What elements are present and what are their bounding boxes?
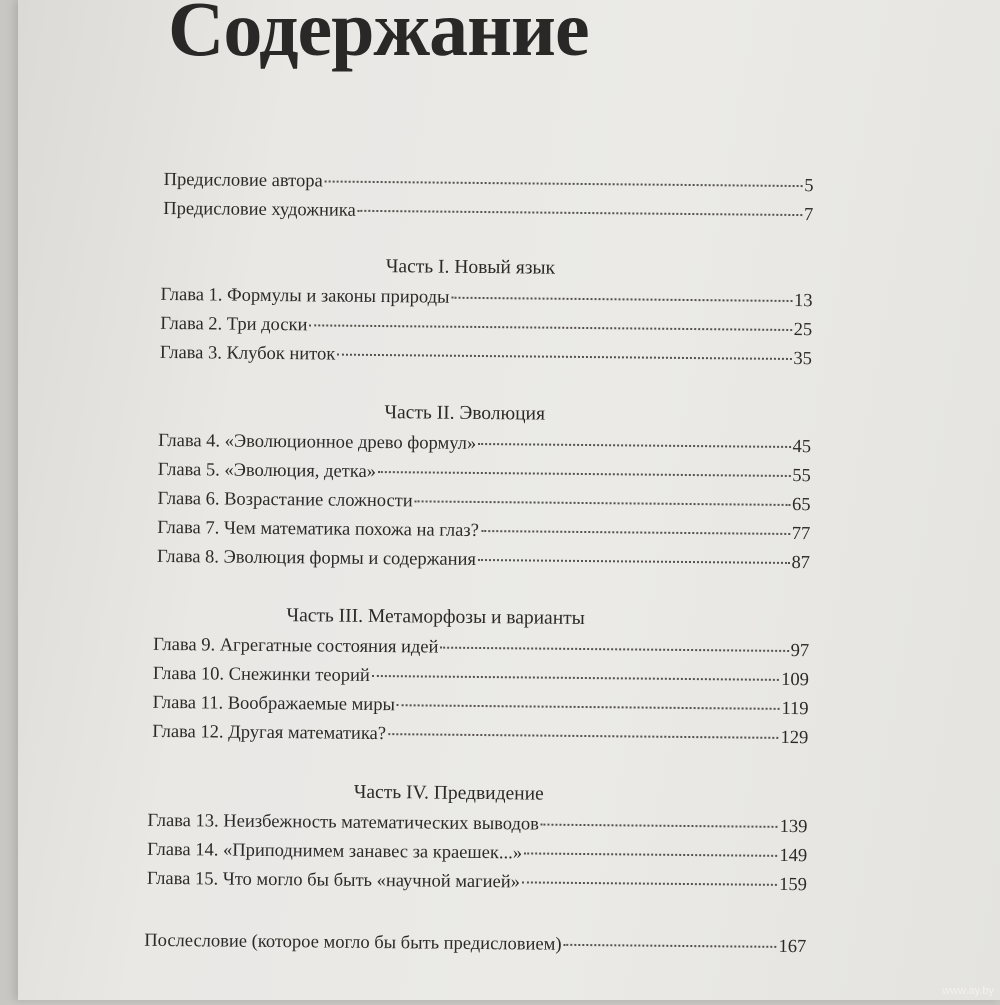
entry-title: Глава 15. Что могло бы быть «научной магией» [147,869,520,894]
toc-entry [152,722,808,749]
part-heading: Часть I. Новый язык [386,256,555,280]
toc-entry [157,518,810,545]
entry-title: Глава 2. Три доски [160,314,307,336]
entry-title: Глава 4. «Эволюционное древо формул» [158,431,476,455]
watermark: www.ay.by [942,985,994,997]
entry-page: 13 [794,291,813,312]
part-heading: Часть III. Метаморфозы и варианты [286,605,585,630]
entry-page: 5 [804,176,813,197]
entry-page: 119 [781,699,808,720]
part-heading: Часть IV. Предвидение [354,782,544,806]
entry-title: Глава 1. Формулы и законы природы [160,285,449,309]
dot-leader [325,180,803,187]
entry-page: 167 [778,937,806,958]
toc-entry [160,343,812,370]
toc-entry-afterword [144,931,806,958]
toc-entry [147,869,807,896]
entry-title: Глава 5. «Эволюция, детка» [158,460,376,483]
entry-title: Глава 9. Агрегатные состояния идей [153,635,438,659]
entry-title: Глава 7. Чем математика похожа на глаз? [157,518,479,542]
entry-page: 159 [779,875,807,896]
toc-entry-preface-artist [163,199,813,226]
entry-page: 149 [779,846,807,867]
toc-entry [157,489,810,516]
dot-leader [440,647,788,652]
toc-entry [157,547,810,574]
entry-title: Глава 14. «Приподнимем занавес за краешек...» [147,840,522,865]
toc-entry-preface-author [164,170,814,197]
entry-page: 109 [781,670,809,691]
entry-title: Послесловие (которое могло бы быть предисловием) [144,931,561,956]
entry-title: Глава 3. Клубок ниток [160,343,336,366]
entry-title: Глава 6. Возрастание сложности [157,489,412,512]
dot-leader [358,210,802,216]
entry-page: 87 [791,553,810,574]
entry-title: Глава 10. Снежинки теорий [153,664,370,687]
entry-page: 25 [794,320,813,341]
toc-entry [158,460,811,487]
toc-entry [160,285,812,312]
dot-leader [478,559,790,564]
entry-title: Глава 8. Эволюция формы и содержания [157,547,476,571]
entry-page: 129 [780,728,808,749]
dot-leader [452,297,793,302]
dot-leader [388,733,779,739]
entry-page: 35 [793,349,812,370]
toc-entry [160,314,812,341]
part-heading: Часть II. Эволюция [384,402,545,426]
toc-entry [153,693,809,720]
entry-title: Предисловие автора [164,170,323,193]
dot-leader [397,704,780,710]
dot-leader [564,944,777,948]
entry-title: Глава 12. Другая математика? [152,722,386,745]
dot-leader [481,530,790,535]
toc-entry [147,811,807,838]
dot-leader [415,500,790,506]
entry-page: 55 [792,466,811,487]
entry-title: Глава 11. Воображаемые миры [153,693,396,716]
dot-leader [522,881,777,885]
entry-title: Глава 13. Неизбежность математических выводов [147,811,539,836]
entry-page: 7 [804,205,813,226]
dot-leader [309,324,791,331]
dot-leader [478,443,790,448]
dot-leader [541,824,778,828]
entry-title: Предисловие художника [163,199,356,222]
dot-leader [372,675,779,681]
dot-leader [524,852,777,856]
entry-page: 65 [792,495,811,516]
toc-entry [158,431,811,458]
dot-leader [378,471,790,477]
entry-page: 45 [792,437,811,458]
entry-page: 97 [791,641,810,662]
toc-entry [153,635,809,662]
toc-entry [147,840,807,867]
entry-page: 139 [780,817,808,838]
page-title: Содержание [168,0,589,79]
toc-entry [153,664,809,691]
entry-page: 77 [792,524,811,545]
dot-leader [337,354,791,360]
